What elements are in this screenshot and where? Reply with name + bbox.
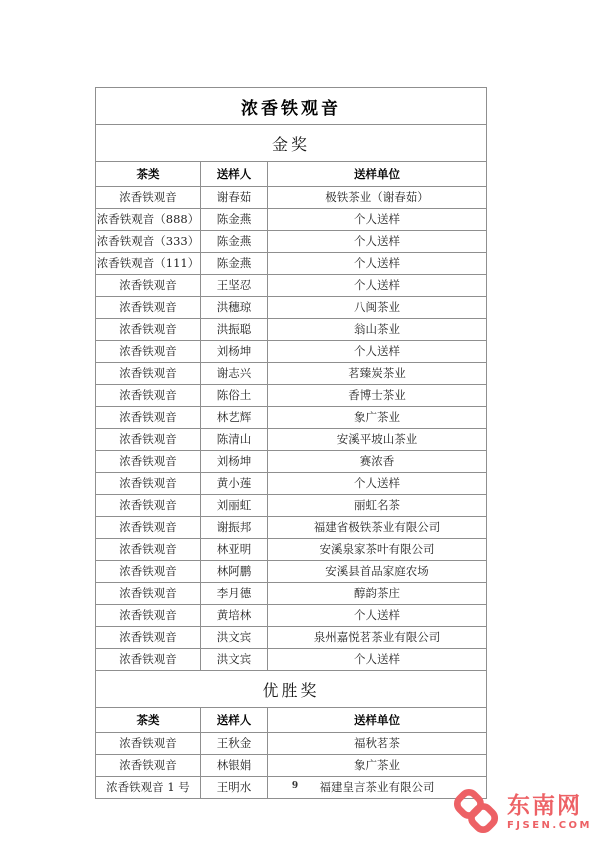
unit-cell: 象广茶业 (268, 407, 487, 429)
column-header: 送样人 (201, 708, 268, 733)
table-row (96, 495, 487, 517)
table-row (96, 319, 487, 341)
unit-cell: 丽虹名茶 (268, 495, 487, 517)
sender-cell: 林艺辉 (201, 407, 268, 429)
unit-cell: 个人送样 (268, 253, 487, 275)
awards-table (95, 87, 487, 799)
sender-cell: 谢振邦 (201, 517, 268, 539)
table-row (96, 88, 487, 125)
tea-type-cell: 浓香铁观音 (96, 495, 201, 517)
unit-cell: 安溪泉家茶叶有限公司 (268, 539, 487, 561)
unit-cell: 个人送样 (268, 649, 487, 671)
tea-type-cell: 浓香铁观音 (96, 385, 201, 407)
tea-type-cell: 浓香铁观音（333） (96, 231, 201, 253)
unit-cell: 茗臻炭茶业 (268, 363, 487, 385)
sender-cell: 刘丽虹 (201, 495, 268, 517)
tea-type-cell: 浓香铁观音 (96, 561, 201, 583)
table-row (96, 473, 487, 495)
table-row (96, 708, 487, 733)
sender-cell: 陈金燕 (201, 231, 268, 253)
tea-type-cell: 浓香铁观音 (96, 363, 201, 385)
unit-cell: 翁山茶业 (268, 319, 487, 341)
tea-type-cell: 浓香铁观音 (96, 583, 201, 605)
table-row (96, 539, 487, 561)
unit-cell: 个人送样 (268, 341, 487, 363)
sender-cell: 洪穗琼 (201, 297, 268, 319)
sender-cell: 洪振聪 (201, 319, 268, 341)
tea-type-cell: 浓香铁观音 (96, 539, 201, 561)
fjsen-watermark (445, 782, 598, 844)
tea-type-cell: 浓香铁观音 (96, 473, 201, 495)
sender-cell: 林亚明 (201, 539, 268, 561)
unit-cell: 赛浓香 (268, 451, 487, 473)
tea-type-cell: 浓香铁观音 (96, 733, 201, 755)
unit-cell: 个人送样 (268, 231, 487, 253)
tea-type-cell: 浓香铁观音 (96, 297, 201, 319)
table-row (96, 605, 487, 627)
table-row (96, 385, 487, 407)
tea-type-cell: 浓香铁观音 (96, 275, 201, 297)
unit-cell: 福秋茗茶 (268, 733, 487, 755)
tea-type-cell: 浓香铁观音 (96, 319, 201, 341)
tea-type-cell: 浓香铁观音 (96, 341, 201, 363)
table-row (96, 125, 487, 162)
table-row (96, 275, 487, 297)
table-row (96, 253, 487, 275)
column-header: 茶类 (96, 708, 201, 733)
award-section-title: 优胜奖 (96, 671, 487, 708)
sender-cell: 黄小莲 (201, 473, 268, 495)
unit-cell: 香博士茶业 (268, 385, 487, 407)
award-section-title: 金奖 (96, 125, 487, 162)
tea-type-cell: 浓香铁观音 1 号 (96, 777, 201, 799)
sender-cell: 陈俗土 (201, 385, 268, 407)
table-row (96, 162, 487, 187)
unit-cell: 个人送样 (268, 275, 487, 297)
unit-cell: 安溪县首品家庭农场 (268, 561, 487, 583)
tea-type-cell: 浓香铁观音 (96, 627, 201, 649)
table-row (96, 451, 487, 473)
site-name: 东南网 (506, 793, 582, 819)
table-row (96, 187, 487, 209)
column-header: 送样单位 (268, 708, 487, 733)
unit-cell: 个人送样 (268, 605, 487, 627)
table-row (96, 407, 487, 429)
table-row (96, 755, 487, 777)
tea-type-cell: 浓香铁观音 (96, 649, 201, 671)
sender-cell: 林阿鹏 (201, 561, 268, 583)
unit-cell: 安溪平坡山茶业 (268, 429, 487, 451)
unit-cell: 八闽茶业 (268, 297, 487, 319)
sender-cell: 黄培林 (201, 605, 268, 627)
tea-type-cell: 浓香铁观音 (96, 187, 201, 209)
sender-cell: 李月德 (201, 583, 268, 605)
tea-type-cell: 浓香铁观音 (96, 605, 201, 627)
page-number: 9 (291, 781, 299, 791)
site-domain: FJSEN.COM (506, 820, 592, 831)
table-row (96, 627, 487, 649)
table-title: 浓香铁观音 (96, 88, 487, 125)
sender-cell: 谢春茹 (201, 187, 268, 209)
unit-cell: 福建省极铁茶业有限公司 (268, 517, 487, 539)
table-row (96, 363, 487, 385)
sender-cell: 林银娟 (201, 755, 268, 777)
sender-cell: 王坚忍 (201, 275, 268, 297)
tea-type-cell: 浓香铁观音（888） (96, 209, 201, 231)
table-row (96, 583, 487, 605)
tea-type-cell: 浓香铁观音 (96, 755, 201, 777)
table-row (96, 209, 487, 231)
sender-cell: 陈清山 (201, 429, 268, 451)
fjsen-knot-icon (451, 786, 501, 840)
column-header: 送样人 (201, 162, 268, 187)
sender-cell: 刘杨坤 (201, 341, 268, 363)
unit-cell: 醇韵茶庄 (268, 583, 487, 605)
column-header: 茶类 (96, 162, 201, 187)
tea-type-cell: 浓香铁观音 (96, 517, 201, 539)
table-row (96, 429, 487, 451)
unit-cell: 个人送样 (268, 209, 487, 231)
sender-cell: 王秋金 (201, 733, 268, 755)
tea-type-cell: 浓香铁观音 (96, 407, 201, 429)
unit-cell: 极铁茶业（谢春茹） (268, 187, 487, 209)
table-row (96, 341, 487, 363)
tea-type-cell: 浓香铁观音（111） (96, 253, 201, 275)
sender-cell: 王明水 (201, 777, 268, 799)
table-row (96, 561, 487, 583)
table-row (96, 517, 487, 539)
fjsen-logo-text (507, 795, 592, 831)
sender-cell: 谢志兴 (201, 363, 268, 385)
sender-cell: 陈金燕 (201, 209, 268, 231)
table-row (96, 231, 487, 253)
unit-cell: 个人送样 (268, 473, 487, 495)
table-row (96, 649, 487, 671)
table-row (96, 671, 487, 708)
sender-cell: 洪文宾 (201, 627, 268, 649)
sender-cell: 刘杨坤 (201, 451, 268, 473)
unit-cell: 福建皇言茶业有限公司 (268, 777, 487, 799)
sender-cell: 陈金燕 (201, 253, 268, 275)
tea-type-cell: 浓香铁观音 (96, 451, 201, 473)
unit-cell: 象广茶业 (268, 755, 487, 777)
sender-cell: 洪文宾 (201, 649, 268, 671)
table-row (96, 733, 487, 755)
tea-type-cell: 浓香铁观音 (96, 429, 201, 451)
column-header: 送样单位 (268, 162, 487, 187)
table-row (96, 297, 487, 319)
awards-table-body (96, 88, 487, 799)
unit-cell: 泉州嘉悦茗茶业有限公司 (268, 627, 487, 649)
